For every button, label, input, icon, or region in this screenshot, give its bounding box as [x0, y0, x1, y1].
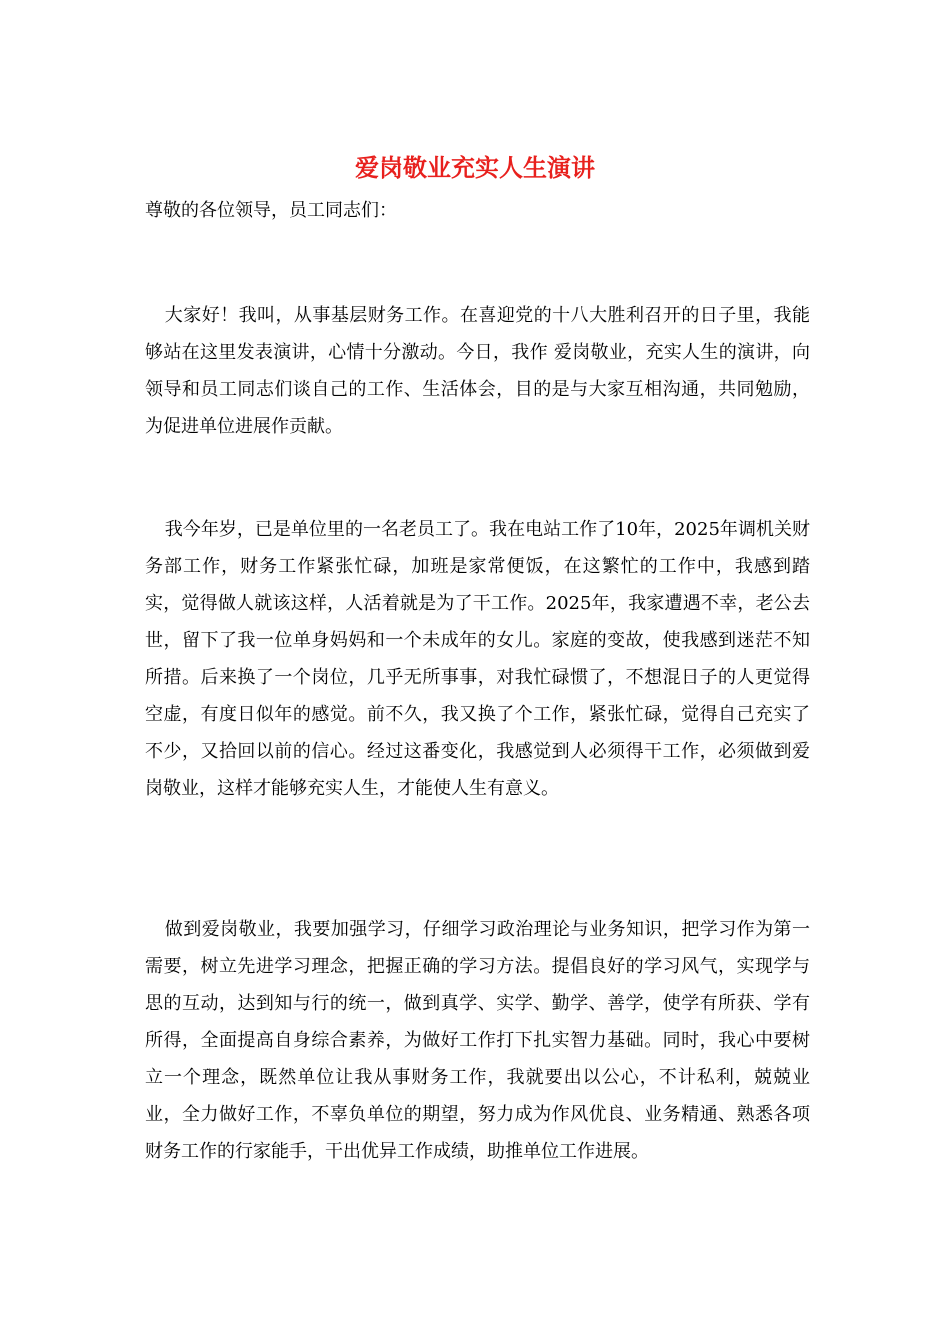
greeting-line: 尊敬的各位领导，员工同志们： [145, 200, 397, 221]
paragraph-commitment: 做到爱岗敬业，我要加强学习，仔细学习政治理论与业务知识，把学习作为第一需要，树立先进学习理念，把握正确的学习方法。提倡良好的学习风气，实现学与思的互动，达到知与行的统一，做到真学、实学、勤学、善学，使学有所获、学有所得，全面提高自身综合素养，为做好工作打下扎实智力基础。同时，我心中要树立一个理念，既然单位让我从事财务工作，我就要出以公心，不计私利，兢兢业业，全力做好工作，不辜负单位的期望，努力成为作风优良、业务精通、熟悉各项财务工作的行家能手，干出优异工作成绩，助推单位工作进展。 [145, 919, 810, 1162]
paragraph-intro: 大家好！我叫，从事基层财务工作。在喜迎党的十八大胜利召开的日子里，我能够站在这里发表演讲，心情十分激动。今日，我作 爱岗敬业，充实人生的演讲，向领导和员工同志们谈自己的工作、生活体会，目的是与大家互相沟通，共同勉励，为促进单位进展作贡献。 [145, 305, 810, 437]
document-title: 爱岗敬业充实人生演讲 [355, 153, 595, 182]
paragraph-experience: 我今年岁，已是单位里的一名老员工了。我在电站工作了10年，2025年调机关财务部工作，财务工作紧张忙碌，加班是家常便饭，在这繁忙的工作中，我感到踏实，觉得做人就该这样，人活着就是为了干工作。2025年，我家遭遇不幸，老公去世，留下了我一位单身妈妈和一个未成年的女儿。家庭的变故，使我感到迷茫不知所措。后来换了一个岗位，几乎无所事事，对我忙碌惯了，不想混日子的人更觉得空虚，有度日似年的感觉。前不久，我又换了个工作，紧张忙碌，觉得自己充实了不少，又拾回以前的信心。经过这番变化，我感觉到人必须得干工作，必须做到爱岗敬业，这样才能够充实人生，才能使人生有意义。 [145, 519, 810, 799]
